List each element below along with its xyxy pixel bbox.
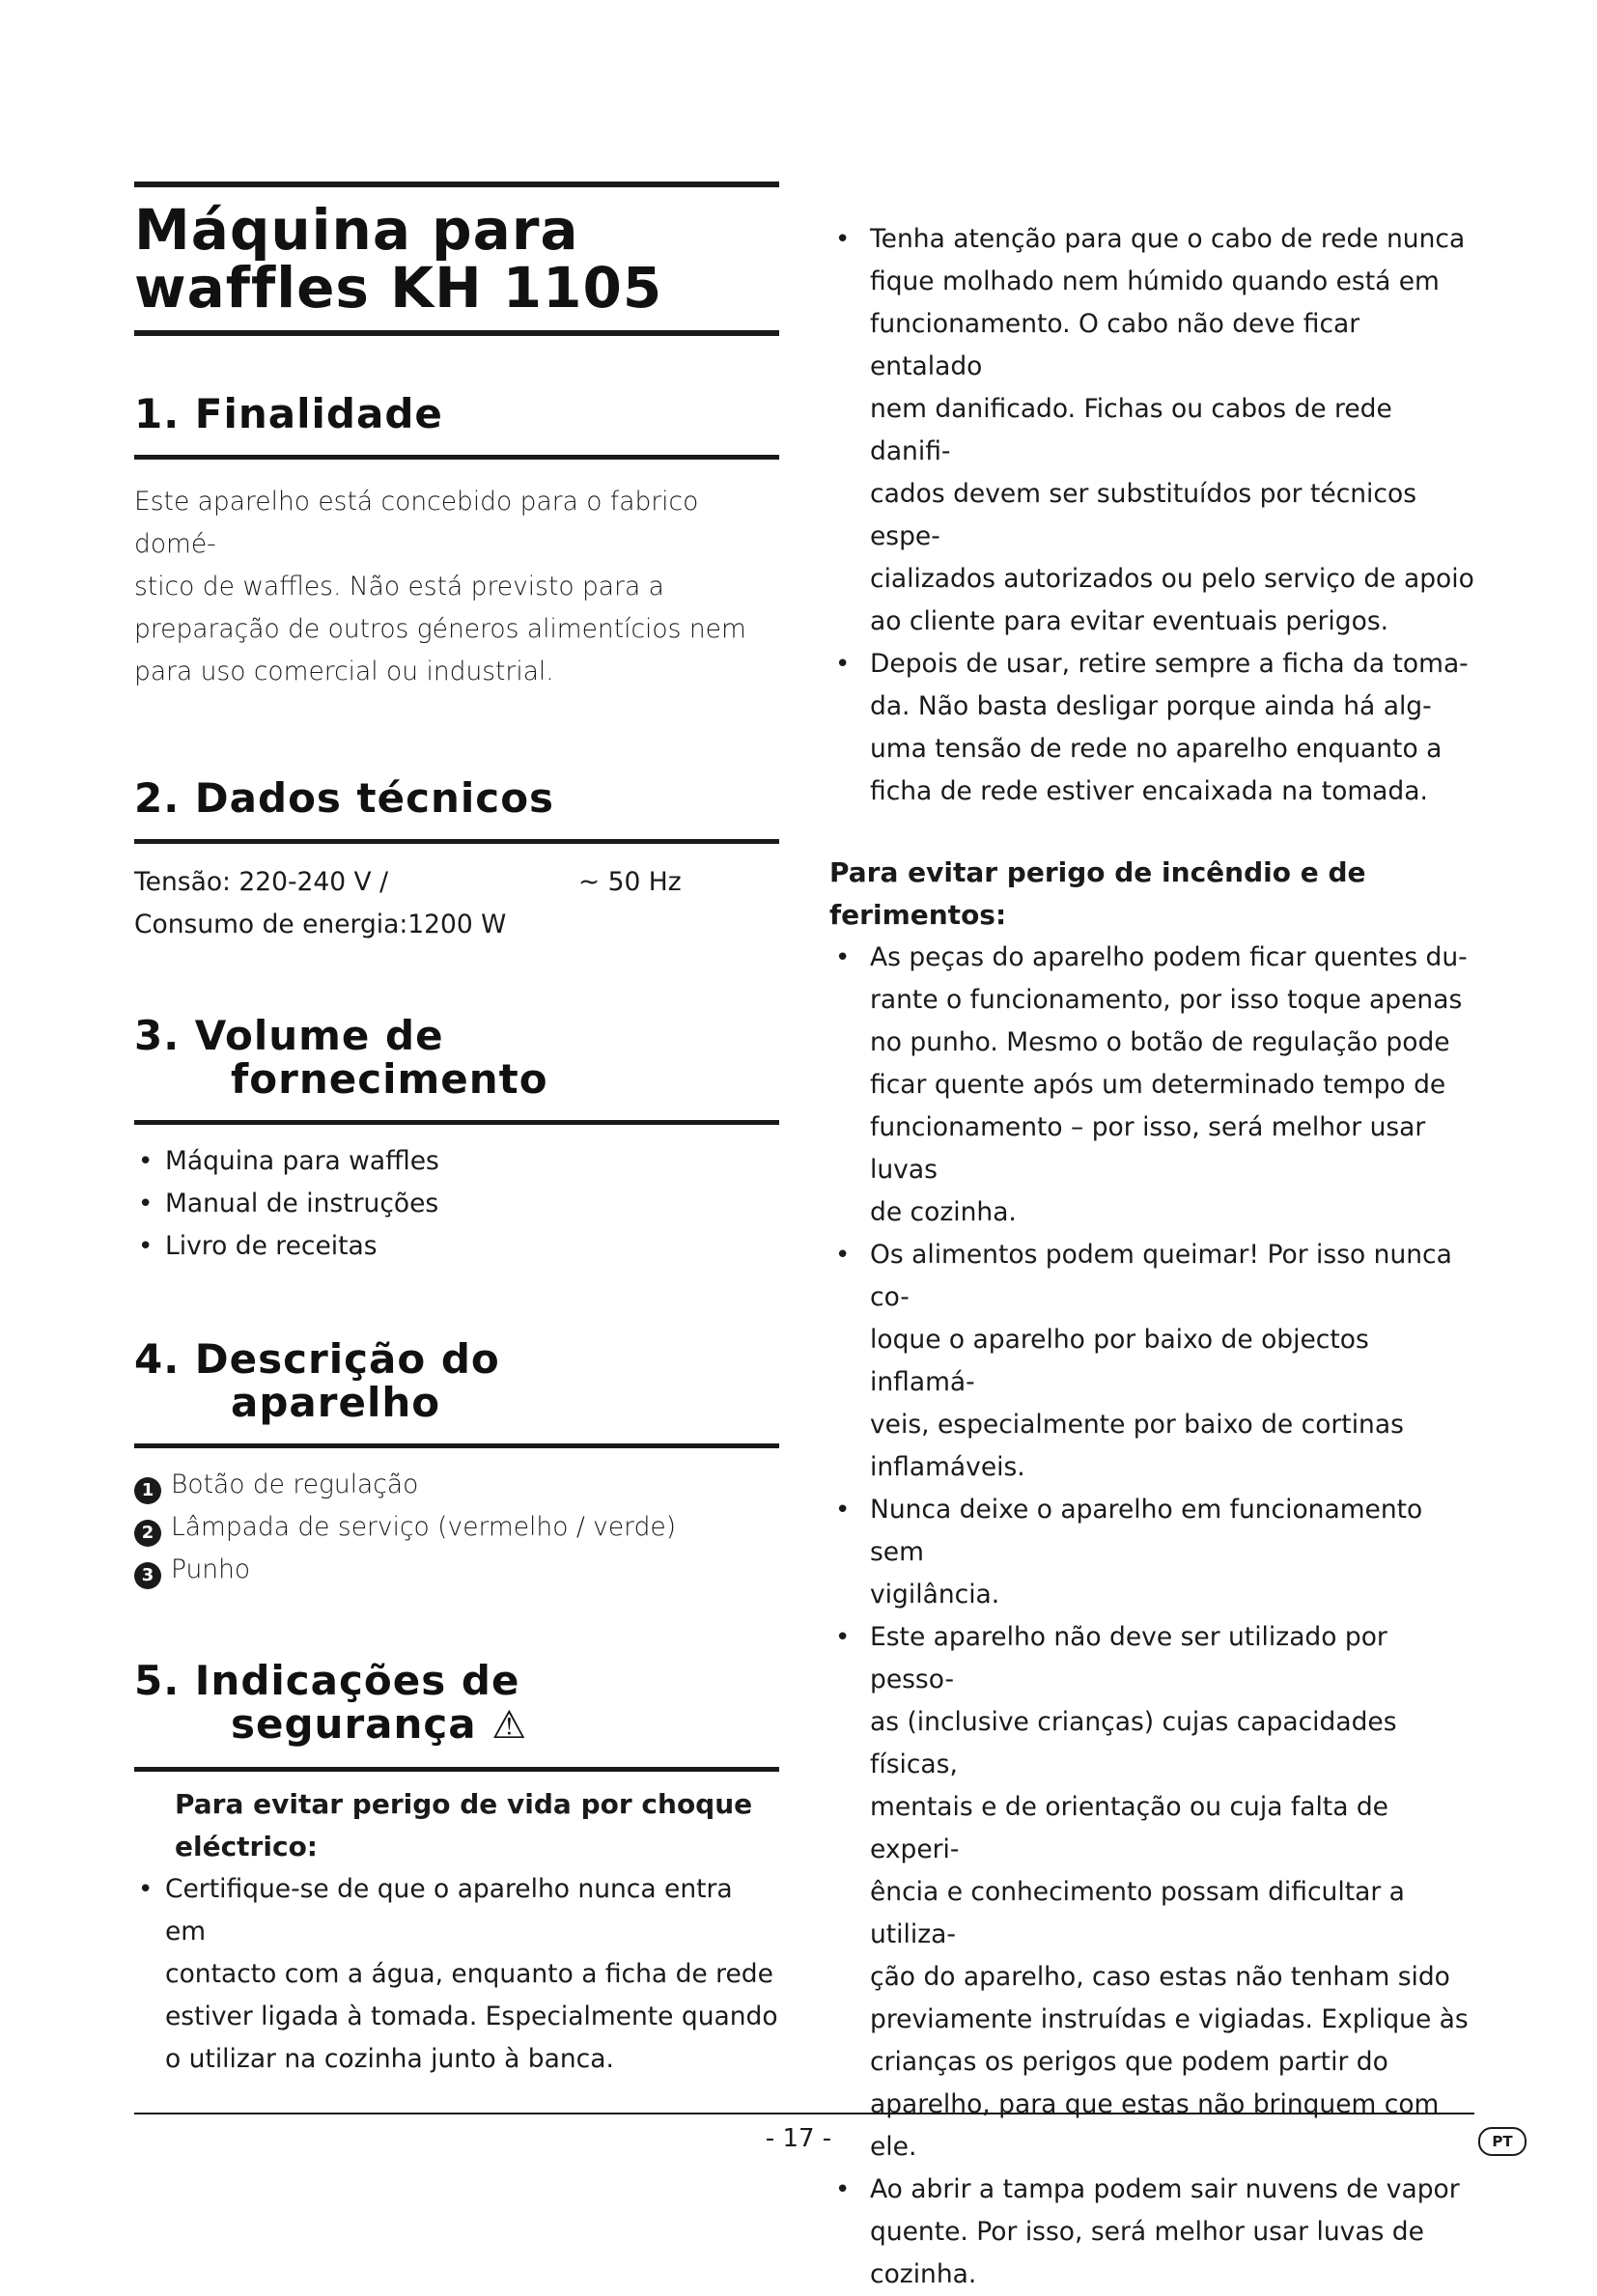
document-title: Máquina para waffles KH 1105 (134, 197, 663, 321)
list-item: • Máquina para waffles (134, 1140, 779, 1183)
list-item: • Ao abrir a tampa podem sair nuvens de vapor quente. Por isso, será melhor usar luvas de cozinha. (829, 2169, 1474, 2296)
list-item: • Certifique-se de que o aparelho nunca entra em contacto com a água, enquanto a ficha de rede estiver ligada à tomada. Especialmente quando o utilizar na cozinha junto à banca. (134, 1868, 779, 2081)
fire-safety-list (829, 937, 1474, 2296)
scope-of-delivery-list (134, 1140, 779, 1268)
footer-divider (134, 2113, 1474, 2114)
list-item: • Os alimentos podem queimar! Por isso nunca co- loque o aparelho por baixo de objectos inflamá- veis, especialmente por baixo de cortinas inflamáveis. (829, 1234, 1474, 1489)
section-1-heading: 1. Finalidade (134, 390, 443, 437)
subheading-electric: Para evitar perigo de vida por choque eléctrico: (175, 1788, 753, 1862)
tech-row: Consumo de energia:1200 W (134, 910, 507, 939)
list-item: • Tenha atenção para que o cabo de rede nunca fique molhado nem húmido quando está em funcionamento. O cabo não deve ficar entalado nem danificado. Fichas ou cabos de rede danifi- cados devem ser substituídos por técnicos espe- cializados autorizados ou pelo serviço de apoio ao cliente para evitar eventuais perigos. (829, 218, 1474, 643)
list-item: 3 Punho (134, 1549, 779, 1591)
electric-safety-list (134, 1868, 779, 2081)
tech-row: Tensão: 220-240 V / ~ 50 Hz (134, 867, 682, 897)
section-1-text: Este aparelho está concebido para o fabrico domé- stico de waffles. Não está previsto para a preparação de outros géneros alimentícios nem para uso comercial ou industrial. (134, 487, 746, 686)
list-item: • Depois de usar, retire sempre a ficha da toma- da. Não basta desligar porque ainda há alg- uma tensão de rede no aparelho enquanto a ficha de rede estiver encaixada na tomada. (829, 643, 1474, 813)
number-badge: 2 (134, 1520, 161, 1547)
subheading-fire: Para evitar perigo de incêndio e de ferimentos: (829, 856, 1366, 931)
section-3-heading: 3. Volume de fornecimento (134, 1012, 548, 1103)
page-number: - 17 - (765, 2124, 832, 2153)
section-4-heading: 4. Descrição do aparelho (134, 1335, 500, 1426)
list-item: • As peças do aparelho podem ficar quentes du- rante o funcionamento, por isso toque apenas no punho. Mesmo o botão de regulação pode ficar quente após um determinado tempo de funcionamento – por isso, será melhor usar luvas de cozinha. (829, 937, 1474, 1234)
section-2-heading: 2. Dados técnicos (134, 774, 555, 822)
warning-icon: ⚠ (491, 1703, 528, 1748)
list-item: 1 Botão de regulação (134, 1464, 779, 1506)
divider (134, 182, 779, 187)
language-badge: PT (1478, 2127, 1527, 2156)
number-badge: 1 (134, 1477, 161, 1504)
list-item: • Nunca deixe o aparelho em funcionamento sem vigilância. (829, 1489, 1474, 1616)
cable-safety-list (829, 218, 1474, 813)
list-item: 2 Lâmpada de serviço (vermelho / verde) (134, 1506, 779, 1549)
left-column (134, 182, 779, 2081)
section-5-heading: 5. Indicações de segurança ⚠ (134, 1657, 528, 1748)
number-badge: 3 (134, 1562, 161, 1589)
list-item: • Este aparelho não deve ser utilizado por pesso- as (inclusive crianças) cujas capacidades físicas, mentais e de orientação ou cuja falta de experi- ência e conhecimento possam dificultar a utiliza- ção do aparelho, caso estas não tenham sido previamente instruídas e vigiadas. Explique às crianças os perigos que podem partir do aparelho, para que estas não brinquem com ele. (829, 1616, 1474, 2169)
parts-list (134, 1464, 779, 1591)
technical-data (134, 861, 779, 946)
list-item: • Manual de instruções (134, 1183, 779, 1225)
list-item: • Livro de receitas (134, 1225, 779, 1268)
right-column (829, 218, 1474, 2296)
